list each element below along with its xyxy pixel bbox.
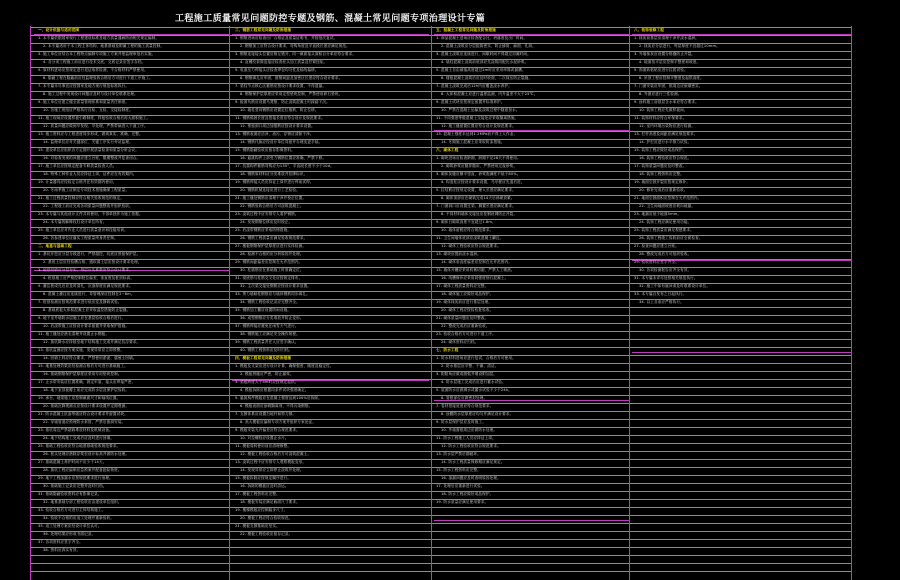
spec-line: 15. 防水工程资料应完整。 xyxy=(436,468,481,472)
spec-line: 26. 桩头处理应凿除浮浆至设计标高并做防水处理。 xyxy=(43,452,130,456)
spec-line: 33. 验收合格后方可进行主体结构施工。 xyxy=(38,508,106,512)
spec-line: 10. 对拉螺栓应设置止水片。 xyxy=(240,436,289,440)
spec-line: 27. 检查问题应建立台账。 xyxy=(634,244,679,248)
spec-line: 24. 发现钢筋位移应及时校正。 xyxy=(240,220,293,224)
spec-line: 5. 拉结筋应按规定设置，埋入长度应满足要求。 xyxy=(436,188,516,192)
spec-line: 21. 防水混凝土抗渗等级应符合设计要求并留置试块。 xyxy=(38,412,128,416)
spec-line: 3. 梁板跨度大于4m时应按规定起拱。 xyxy=(235,380,299,384)
spec-line: 30. 各项检测报告应齐全有效。 xyxy=(639,268,692,272)
spec-line: 2. 钢筋加工应符合设计要求，弯钩角度及平直段长度应满足规范。 xyxy=(240,44,350,48)
spec-line: 31. 梁底筋与柱筋交叉处应按规定排布。 xyxy=(235,276,303,280)
spec-line: 22. 卫生间地面坡度应坡向地漏。 xyxy=(639,204,696,208)
spec-line: 27. 基础混凝土养护时间不应少于14天。 xyxy=(38,460,107,464)
spec-line: 24. 装饰工程应满足使用功能。 xyxy=(639,220,692,224)
spec-line: 23. 基坑周边严禁超载堆放材料及机械设备。 xyxy=(38,428,113,432)
spec-line: 26. 各参建单位应落实工程质量终身责任制。 xyxy=(43,236,118,240)
spec-line: 1. 基坑开挖应分层分段进行，严禁超挖，坑底应预留保护层。 xyxy=(38,252,141,256)
spec-line: 23. 本专篇与其他设计文件共同使用，不得单独作为施工依据。 xyxy=(38,212,143,216)
column-rule xyxy=(431,26,432,580)
spec-line: 12. 室内环境污染物应进行检测。 xyxy=(639,124,696,128)
spec-line: 10. 墙体留槎应符合规范要求。 xyxy=(441,228,494,232)
spec-line: 26. 钢筋工程质量应满足验收规范要求。 xyxy=(240,236,308,240)
spec-line: 18. 特殊工种作业人员应持证上岗，证件应在有效期内。 xyxy=(43,172,137,176)
spec-line: 19. 钢筋焊接人员应持证上岗并进行焊前试焊。 xyxy=(235,180,314,184)
spec-line: 23. 浇筑过程中应安排专人看护钢筋。 xyxy=(235,212,299,216)
spec-line: 19. 墙面空鼓开裂应按规定修补。 xyxy=(634,180,691,184)
spec-line: 2. 本专篇适用于本工程主体结构、地基基础及附属工程的施工质量控制。 xyxy=(43,44,165,48)
spec-line: 30. 柱插筋应在基础施工时准确定位。 xyxy=(240,268,304,272)
spec-line: 2. 混凝土浇筑应分层振捣密实，防止蜂窝、麻面、孔洞。 xyxy=(441,44,536,48)
spec-line: 4. 直螺纹套筒连接应检查丝头加工质量及拧紧扭矩。 xyxy=(240,60,328,64)
spec-line: 7. 卷材搭接宽度应符合规范要求。 xyxy=(436,404,494,408)
spec-line: 22. 钢筋验收合格后方可浇筑混凝土。 xyxy=(240,204,304,208)
section-heading: 一、设计依据与适用范围 xyxy=(38,28,80,32)
spec-line: 4. 模板拆除应根据同条件试块强度确定。 xyxy=(240,388,309,392)
spec-line: 15. 地基处理效果应经检测合格后方可进行基础施工。 xyxy=(38,364,128,368)
spec-line: 4. 构造柱应按设计要求设置，马牙槎应先退后进。 xyxy=(441,180,525,184)
spec-line: 33. 本专篇自发布之日起执行。 xyxy=(634,292,687,296)
spec-line: 21. 施工过程质量控制应符合相关验收规范的规定。 xyxy=(38,196,125,200)
spec-line: 33. 剪力墙暗柱钢筋应与墙体钢筋同步绑扎。 xyxy=(235,292,310,296)
spec-line: 15. 装饰工程应做好成品保护。 xyxy=(634,148,687,152)
spec-line: 15. 墙体开槽应采用机械切割，严禁人工剔凿。 xyxy=(436,268,515,272)
section-heading: 六、砌体工程 xyxy=(436,148,459,152)
spec-line: 17. 止水带安装应位置准确、固定牢靠，接头应焊接严密。 xyxy=(38,380,136,384)
spec-line: 20. 砌体工程应按检验批验收。 xyxy=(441,308,494,312)
spec-line: 29. 地下工程渗漏水应按规范要求进行治理。 xyxy=(38,476,113,480)
spec-line: 28. 基坑工程应编制应急预案并配备抢险物资。 xyxy=(43,468,122,472)
spec-line: 38. 钢筋施工应满足安全操作规程。 xyxy=(240,332,300,336)
spec-line: 16. 悬挑构件上部受力钢筋位置应准确，严禁下移。 xyxy=(240,156,327,160)
spec-line: 10. 严禁在混凝土运输及浇筑过程中随意加水。 xyxy=(441,108,520,112)
spec-line: 9. 施工单位应建立健全质量管理体系和质量责任制度。 xyxy=(38,100,130,104)
spec-line: 19. 承台、地梁施工应控制截面尺寸和轴线位置。 xyxy=(38,396,121,400)
spec-line: 37. 各项资料应签字齐全。 xyxy=(38,540,83,544)
spec-line: 21. 施工缝处钢筋应清理干净并校正位置。 xyxy=(235,196,307,200)
spec-line: 7. 本专篇未尽事宜应按国家及地方现行规范标准执行。 xyxy=(38,84,130,88)
spec-line: 20. 模板工程应符合验收规范。 xyxy=(240,516,293,520)
spec-line: 40. 钢筋工程资料应及时归档。 xyxy=(240,348,293,352)
spec-line: 27. 楼板钢筋保护层厚度应进行实体检测。 xyxy=(235,244,307,248)
spec-line: 3. 施工单位应结合本工程特点编制专项施工方案并报监理审批后实施。 xyxy=(38,52,156,56)
spec-line: 34. 以上各条应严格执行。 xyxy=(639,300,684,304)
spec-line: 13. 浇筑过程中应安排专人观察模板变形。 xyxy=(235,460,307,464)
spec-line: 14. 护栏应进行水平推力试验。 xyxy=(639,140,692,144)
spec-line: 7. 混凝土浇筑完成后12h内应覆盖浇水养护。 xyxy=(436,84,512,88)
spec-line: 1. 模板及支架应进行设计计算，确保强度、刚度及稳定性。 xyxy=(235,364,334,368)
spec-line: 14. 砌体垂直度偏差应控制在允许范围内。 xyxy=(441,260,513,264)
spec-line: 7. 梁柱节点核心区箍筋应按设计要求设置，不得遗漏。 xyxy=(235,84,327,88)
spec-line: 1. 砌块进场应检查龄期，龄期不足28天不得使用。 xyxy=(436,156,521,160)
section-heading: 七、防水工程 xyxy=(436,348,459,352)
section-heading: 八、装饰装修工程 xyxy=(634,28,664,32)
spec-line: 20. 修补完成后应重新验收。 xyxy=(639,188,688,192)
spec-line: 8. 外窗应进行三性检测。 xyxy=(639,92,682,96)
spec-line: 17. 砌体工程质量资料应完整。 xyxy=(436,284,489,288)
spec-line: 2. 抹灰应分层进行，每层厚度不宜超过10mm。 xyxy=(639,44,720,48)
spec-line: 21. 模板支撑基础应坚实。 xyxy=(235,524,280,528)
spec-line: 10. 后浇带施工应按设计要求留置并采取保护措施。 xyxy=(43,324,130,328)
spec-line: 25. 后浇带钢筋应采取防锈措施。 xyxy=(235,228,292,232)
spec-line: 6. 吊顶工程应控制平整度及起拱高度。 xyxy=(639,76,704,80)
spec-line: 3. 阴阳角应做成圆弧并增设附加层。 xyxy=(436,372,498,376)
spec-line: 13. 钢筋表面应洁净，油污、浮锈应清除干净。 xyxy=(235,132,314,136)
spec-line: 6. 混凝土灌注应连续进行，导管埋深应控制在2~6m。 xyxy=(43,292,135,296)
spec-line: 11. 施工现场应设置样板引路制度，样板验收合格后再大面积施工。 xyxy=(38,116,151,120)
spec-line: 19. 砌体抹灰前应进行基层处理。 xyxy=(436,300,493,304)
text-column-1 xyxy=(38,26,226,578)
spec-line: 4. 桩基施工应严格控制桩位偏差、垂直度及桩顶标高。 xyxy=(43,276,135,280)
spec-line: 9. 板面负筋应设置马凳筋，防止浇筑混凝土时踩踏下沉。 xyxy=(235,100,330,104)
spec-line: 34. 验收不合格的应返工处理并重新验收。 xyxy=(43,516,115,520)
spec-line: 22. 工程竣工前应完成各项质量问题整改并组织验收。 xyxy=(43,204,133,208)
spec-line: 12. 防水工程验收应符合规范要求。 xyxy=(441,444,501,448)
spec-line: 15. 模板拆除应按规定顺序进行。 xyxy=(235,476,292,480)
spec-line: 4. 墙柱混凝土浇筑前底部应先浇筑同配比水泥砂浆。 xyxy=(441,60,529,64)
text-column-3 xyxy=(436,26,626,578)
spec-line: 25. 基础工程验收应符合地基基础验收规范要求。 xyxy=(38,444,121,448)
spec-line: 9. 混凝土试块应按规定留置并标准养护。 xyxy=(436,100,505,104)
spec-line: 7. 桩基检测应按规范要求进行低应变及静载试验。 xyxy=(38,300,122,304)
spec-line: 3. 混凝土浇筑应连续进行，间歇时间不得超过初凝时间。 xyxy=(436,52,531,56)
spec-line: 6. 楼板混凝土浇筑后应及时收面，二次抹压防止裂缝。 xyxy=(441,76,533,80)
spec-line: 3. 钢筋连接接头位置应相互错开，同一截面接头面积百分率应符合要求。 xyxy=(235,52,357,56)
spec-line: 6. 管根部位应做密封处理。 xyxy=(441,396,488,400)
spec-line: 12. 施工缝留置位置应符合设计及规范要求。 xyxy=(441,124,516,128)
spec-line: 2. 基底土层应经验槽合格，遇软弱土层应按设计要求处理。 xyxy=(43,260,142,264)
spec-line: 2. 模板拼缝应严密，防止漏浆。 xyxy=(240,372,294,376)
spec-line: 37. 钢筋焊接应避免在雨雪天气进行。 xyxy=(235,324,299,328)
spec-line: 1. 钢筋进场应检查出厂合格证及质量证明书，并按批次复试。 xyxy=(235,36,338,40)
spec-line: 11. 装饰材料应符合环保要求。 xyxy=(634,116,687,120)
spec-line: 21. 地面空鼓面积应控制在允许范围内。 xyxy=(634,196,702,200)
spec-line: 17. 模板工程资料应完整。 xyxy=(235,492,280,496)
column-rule xyxy=(851,26,852,580)
spec-line: 29. 验收资料应签字齐全。 xyxy=(634,260,679,264)
spec-line: 32. 施工中如有疑问请及时联系设计单位。 xyxy=(639,284,711,288)
spec-line: 5. 饰面砖粘贴应进行拉拔试验。 xyxy=(634,68,688,72)
spec-line: 11. 防水工程施工人员应持证上岗。 xyxy=(436,436,496,440)
spec-line: 7. 门窗安装应牢固，框周边应嵌填密实。 xyxy=(634,84,703,88)
spec-line: 26. 装饰工程竣工验收前应全面检查。 xyxy=(639,236,703,240)
spec-line: 8. 涂膜防水层厚度应均匀并满足设计要求。 xyxy=(441,412,514,416)
spec-line: 13. 砌块应提前浇水湿润。 xyxy=(436,252,481,256)
spec-line: 1. 本专篇依据国家现行工程建设标准及地方质量通病防治相关规定编制。 xyxy=(38,36,160,40)
spec-line: 18. 装饰工程资料应完整。 xyxy=(639,172,684,176)
spec-line: 18. 砌体施工应做好成品保护。 xyxy=(441,292,494,296)
spec-line: 12. 基坑降水应持续至地下结构施工完成并满足抗浮要求。 xyxy=(43,340,141,344)
spec-line: 5. 悬挑构件模板应在混凝土强度达到100%后拆除。 xyxy=(235,396,323,400)
spec-line: 16. 装饰工程验收应符合规范。 xyxy=(639,156,692,160)
spec-line: 14. 监理单位应对关键部位、关键工序实行旁站监理。 xyxy=(43,140,133,144)
spec-line: 22. 整改完成后应重新验收。 xyxy=(441,324,490,328)
spec-line: 11. 钢筋锚固长度及搭接长度应符合设计及规范要求。 xyxy=(235,116,325,120)
spec-line: 19. 防水质量应满足使用要求。 xyxy=(436,500,489,504)
section-heading: 五、混凝土工程常见问题及防治措施 xyxy=(436,28,496,32)
text-column-2 xyxy=(235,26,427,578)
spec-line: 16. 对检查发现的问题应建立台账，限期整改并复查闭合。 xyxy=(43,156,141,160)
spec-line: 9. 防水层保护层应及时施工。 xyxy=(436,420,486,424)
spec-line: 8. 不同材料墙体交接处应挂钢丝网防止开裂。 xyxy=(441,212,518,216)
spec-line: 6. 钢筋绑扎应牢固，箍筋间距及加密区长度应符合设计要求。 xyxy=(240,76,343,80)
spec-line: 5. 电渣压力焊接头应检查焊包均匀性及轴线偏移。 xyxy=(235,68,319,72)
spec-line: 8. 大体积混凝土应进行温度监测，内外温差不大于25℃。 xyxy=(441,92,538,96)
spec-line: 25. 装饰工程质量应满足观感要求。 xyxy=(634,228,694,232)
spec-line: 3. 地基回填应分层夯实，每层压实系数应符合设计要求。 xyxy=(38,268,133,272)
spec-line: 11. 施工缝处应凿毛清理并设置止水钢板。 xyxy=(38,332,110,336)
spec-line: 29. 钢筋间距偏差应控制在允许范围内。 xyxy=(235,260,303,264)
spec-line: 16. 渗漏问题应及时查明原因处理。 xyxy=(441,476,501,480)
section-heading: 三、钢筋工程常见问题及防治措施 xyxy=(235,28,292,32)
spec-line: 28. 检测不合格的应分析原因并处理。 xyxy=(240,252,304,256)
spec-line: 31. 本专篇未详尽处按相关规范执行。 xyxy=(634,276,698,280)
spec-line: 13. 混凝土强度未达到1.2MPa前不得上人作业。 xyxy=(436,132,518,136)
spec-line: 24. 本专篇的解释权归设计单位所有。 xyxy=(43,220,107,224)
spec-line: 14. 钢筋代换应经设计单位同意并办理变更手续。 xyxy=(240,140,323,144)
spec-line: 20. 钢筋机械连接应进行工艺检验。 xyxy=(240,188,300,192)
spec-line: 12. 砌体工程验收应符合规范要求。 xyxy=(441,244,501,248)
section-heading: 四、模板工程常见问题及防治措施 xyxy=(235,356,292,360)
spec-line: 5. 混凝土自由倾落高度超过2m时应采用串筒或溜槽。 xyxy=(436,68,526,72)
spec-line: 22. 模板工程验收应留存记录。 xyxy=(240,532,293,536)
spec-line: 9. 涂料施工前基层含水率应符合要求。 xyxy=(634,100,699,104)
drawing-title: 工程施工质量常见问题防控专题及钢筋、混凝土常见问题专项治理设计专篇 xyxy=(175,14,486,24)
spec-line: 23. 验收合格后方可进行下道工序。 xyxy=(436,332,496,336)
spec-line: 3. 外墙抹灰应设置分格缝防止开裂。 xyxy=(634,52,696,56)
spec-line: 17. 抗震构件箍筋弯钩应为135°，平直段长度不小于10d。 xyxy=(235,164,334,168)
spec-line: 8. 高大模板应编制专项方案并组织专家论证。 xyxy=(240,420,317,424)
spec-line: 16. 拆除的模板应及时清运。 xyxy=(240,484,289,488)
spec-line: 6. 隐蔽工程在隐蔽前应经监理验收合格后方可进行下道工序施工。 xyxy=(43,76,153,80)
spec-line: 21. 砌体质量问题应及时整改。 xyxy=(436,316,489,320)
spec-line: 12. 预留洞口周边加强筋应按设计要求设置。 xyxy=(240,124,315,128)
spec-line: 34. 钢筋工程验收记录应完整齐全。 xyxy=(240,300,300,304)
spec-line: 8. 施工过程中发现设计问题应及时与设计单位联系处理。 xyxy=(43,92,138,96)
spec-line: 4. 地面找平层应控制平整度和坡度。 xyxy=(639,60,701,64)
spec-line: 6. 模板表面应涂刷隔离剂，不得污染钢筋。 xyxy=(240,404,313,408)
spec-line: 10. 外墙窗框周边应做防水处理。 xyxy=(441,428,498,432)
column-rule xyxy=(229,26,230,580)
spec-line: 36. 处理结果应形成书面记录。 xyxy=(43,532,96,536)
spec-line: 17. 处理后应重新进行试验。 xyxy=(436,484,485,488)
spec-line: 35. 钢筋加工棚应设置防雨设施。 xyxy=(235,308,292,312)
spec-line: 13. 栏杆高度及间距应满足规范要求。 xyxy=(634,132,698,136)
spec-line: 2. 防水基层应平整、干燥、清洁。 xyxy=(441,364,499,368)
spec-line: 7. 门窗洞口应设置过梁，搁置长度应满足要求。 xyxy=(436,204,516,208)
spec-line: 30. 基础施工记录应完整并及时归档。 xyxy=(43,484,107,488)
spec-line: 2. 砌筑砂浆应随拌随用，严禁使用过夜砂浆。 xyxy=(441,164,518,168)
spec-line: 14. 发现异常应立即停止浇筑并处理。 xyxy=(240,468,304,472)
spec-line: 8. 基础底板大体积混凝土应采取温控措施防止裂缝。 xyxy=(43,308,131,312)
spec-line: 15. 钢筋隐蔽验收应留存影像资料。 xyxy=(235,148,295,152)
spec-line: 39. 钢筋工程质量责任人应签字确认。 xyxy=(235,340,299,344)
spec-line: 13. 施工资料应与工程进度同步形成，做到真实、准确、完整。 xyxy=(38,132,143,136)
spec-line: 5. 灌注桩成孔后应及时清孔，沉渣厚度应满足规范要求。 xyxy=(38,284,133,288)
spec-line: 24. 砌体资料应归档。 xyxy=(441,340,479,344)
spec-line: 10. 墙柱竖向钢筋应设置定位箍筋，防止位移。 xyxy=(240,108,319,112)
spec-line: 7. 支撑体系应设置扫地杆和剪刀撑。 xyxy=(235,412,297,416)
spec-line: 32. 主次梁交接处钢筋应按设计要求放置。 xyxy=(240,284,312,288)
spec-line: 18. 模板安装应满足截面尺寸要求。 xyxy=(240,500,300,504)
spec-line: 5. 屋面防水应做淋水或蓄水试验不少于24h。 xyxy=(436,388,512,392)
spec-line: 9. 砌体日砌筑高度不宜超过1.8m。 xyxy=(436,220,496,224)
spec-line: 10. 各施工班组应严格执行自检、互检、交接检制度。 xyxy=(43,108,133,112)
spec-line: 10. 装饰工程应先做样板间。 xyxy=(639,108,688,112)
spec-line: 6. 砌体顶部应在砌筑完成14天后斜砌顶紧。 xyxy=(441,196,515,200)
spec-line: 12. 模板工程验收合格后方可浇筑混凝土。 xyxy=(240,452,312,456)
spec-line: 14. 回填土料应符合要求，严禁使用淤泥、腐殖土回填。 xyxy=(43,356,137,360)
spec-line: 11. 不同强度等级混凝土交接处应采取隔离措施。 xyxy=(436,116,519,120)
spec-line: 20. 基础沉降观测点应按设计要求设置并定期观测。 xyxy=(43,404,130,408)
spec-line: 8. 钢筋保护层厚度应采用定型垫块控制，严禁使用碎石垫块。 xyxy=(240,92,343,96)
spec-line: 18. 地下室顶板覆土前应完成防水层及保护层验收。 xyxy=(43,388,130,392)
spec-line: 25. 施工单位应对作业人员进行质量意识和技能培训。 xyxy=(38,228,128,232)
column-rule xyxy=(629,26,630,580)
spec-line: 17. 装饰质量问题应及时整改。 xyxy=(634,164,687,168)
spec-line: 1. 抹灰前基层应清理干净并浇水湿润。 xyxy=(634,36,699,40)
column-rule xyxy=(30,26,31,580)
spec-line: 14. 冬期施工混凝土应采取防冻措施。 xyxy=(441,140,505,144)
spec-line: 32. 地基基础分部工程验收应由建设单位组织。 xyxy=(43,500,122,504)
spec-line: 12. 质量问题应做到早发现、早处理，严禁带病进入下道工序。 xyxy=(43,124,148,128)
spec-line: 3. 砌体灰缝应横平竖直，砂浆饱满度不低于80%。 xyxy=(436,172,521,176)
spec-line: 19. 楼梯模板应控制踏步尺寸。 xyxy=(235,508,288,512)
spec-line: 14. 防水工程质量保修期应满足规定。 xyxy=(441,460,505,464)
spec-line: 15. 建设单位应组织各方定期开展质量检查和质量分析会议。 xyxy=(38,148,140,152)
spec-line: 18. 防水工程应做好成品保护。 xyxy=(441,492,494,496)
spec-line: 1. 商品混凝土进场应检查配合比、坍落度及出厂时间。 xyxy=(436,36,528,40)
spec-line: 4. 防水层施工完成后应进行蓄水试验。 xyxy=(441,380,506,384)
spec-line: 9. 模板安装允许偏差应符合规范要求。 xyxy=(235,428,300,432)
spec-line: 31. 基础隐蔽验收资料应有影像记录。 xyxy=(38,492,102,496)
spec-line: 1. 防水材料进场应进行复试，合格后方可使用。 xyxy=(436,356,516,360)
section-heading: 二、地基与基础工程 xyxy=(38,244,72,248)
spec-line: 36. 成型钢筋应分类堆放并防止变形。 xyxy=(240,316,304,320)
spec-line: 19. 计量器具应经检定合格并在有效期内使用。 xyxy=(38,180,117,184)
text-column-4 xyxy=(634,26,848,578)
spec-line: 16. 基础钢筋保护层厚度应采用专用垫块控制。 xyxy=(43,372,122,376)
spec-line: 38. 资料应真实有效。 xyxy=(43,548,81,552)
spec-line: 5. 原材料进场应按规定进行见证取样检测，不合格材料严禁使用。 xyxy=(38,68,148,72)
spec-line: 13. 基坑监测应按方案实施，发现异常应立即预警。 xyxy=(38,348,125,352)
spec-line: 16. 线槽修补应采用同强度细石混凝土。 xyxy=(441,276,509,280)
spec-line: 11. 模板周转使用前应清理修整。 xyxy=(235,444,292,448)
spec-line: 20. 冬雨季施工应制定专项技术措施确保工程质量。 xyxy=(43,188,130,192)
spec-line: 13. 防水层严禁后期破坏。 xyxy=(436,452,481,456)
spec-line: 17. 施工单位应按规定配备专职质量检查人员。 xyxy=(38,164,117,168)
spec-line: 28. 整改完成后方可组织验收。 xyxy=(639,252,692,256)
spec-line: 23. 地漏应低于地面5mm。 xyxy=(634,212,682,216)
spec-line: 35. 返工处理方案应经设计单位认可。 xyxy=(38,524,102,528)
spec-line: 18. 钢筋原材料应分类堆放并挂牌标识。 xyxy=(240,172,308,176)
spec-line: 9. 地下室外墙防水层施工应在基层验收合格后进行。 xyxy=(38,316,126,320)
spec-line: 4. 各分项工程施工前应进行技术交底，交底记录应签字存档。 xyxy=(43,60,146,64)
spec-line: 11. 卫生间墙体底部应浇筑混凝土翻边。 xyxy=(436,236,504,240)
spec-line: 22. 穿墙管道应预埋防水套管，严禁后凿洞安装。 xyxy=(43,420,126,424)
spec-line: 24. 地下结构施工完成后应及时进行回填。 xyxy=(43,436,115,440)
